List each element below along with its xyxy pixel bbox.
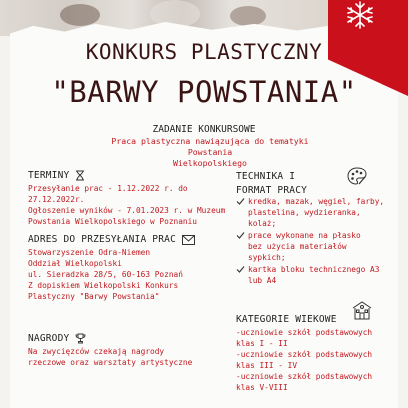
trophy-icon bbox=[75, 333, 86, 344]
technique-heading-line: FORMAT PRACY bbox=[236, 185, 308, 196]
age-line: klas III - IV bbox=[236, 361, 298, 370]
task-line: Wielkopolskiego bbox=[173, 158, 247, 168]
age-line: klas I - II bbox=[236, 339, 288, 348]
deadline-line: Powstania Wielkopolskiego w Poznaniu bbox=[28, 217, 197, 226]
address-line: ul. Sieradzka 28/5, 60-163 Poznań bbox=[28, 270, 183, 279]
contest-name: "BARWY POWSTANIA" bbox=[51, 75, 357, 109]
address-heading-text: ADRES DO PRZESYŁANIA PRAC bbox=[28, 234, 176, 245]
address-line: Stowarzyszenie Odra-Niemen bbox=[28, 248, 151, 257]
technique-item bbox=[236, 230, 396, 263]
task-heading: ZADANIE KONKURSOWE bbox=[152, 124, 256, 135]
check-icon bbox=[236, 197, 245, 206]
technique-line: prace wykonane na płasko bbox=[248, 231, 361, 240]
check-icon bbox=[236, 265, 245, 274]
age-line: -uczniowie szkół podstawowych bbox=[236, 350, 373, 359]
technique-heading-line: TECHNIKA I bbox=[236, 171, 296, 182]
envelope-icon bbox=[182, 235, 195, 245]
technique-line: bez użycia materiałów bbox=[248, 242, 347, 251]
awards-text bbox=[28, 346, 228, 368]
awards-heading bbox=[28, 333, 86, 344]
technique-heading bbox=[236, 170, 307, 198]
awards-line: rzeczowe oraz warsztaty artystyczne bbox=[28, 358, 193, 367]
deadline-line: Ogłoszenie wyników - 7.01.2023 r. w Muzeum bbox=[28, 206, 226, 215]
age-line: -uczniowie szkół podstawowych bbox=[236, 328, 373, 337]
technique-line: kredka, mazak, węgiel, farby, bbox=[248, 197, 385, 206]
age-line: -uczniowie szkół podstawowych bbox=[236, 372, 373, 381]
address-heading bbox=[28, 234, 195, 245]
address-text bbox=[28, 247, 228, 302]
awards-heading-text: NAGRODY bbox=[28, 333, 70, 344]
deadlines-text bbox=[28, 183, 238, 227]
technique-line: plastelina, wydzieranka, bbox=[248, 208, 361, 217]
deadlines-heading-text: TERMINY bbox=[28, 170, 70, 181]
task-description bbox=[110, 136, 310, 169]
task-line: Praca plastyczna nawiązująca do tematyki Powstania bbox=[111, 136, 309, 157]
technique-item bbox=[236, 264, 396, 286]
palette-icon bbox=[346, 166, 368, 186]
technique-line: sypkich; bbox=[248, 253, 286, 262]
school-icon bbox=[350, 300, 374, 320]
check-icon bbox=[236, 231, 245, 240]
age-heading: KATEGORIE WIEKOWE bbox=[236, 314, 337, 325]
snowflake-icon bbox=[340, 0, 380, 32]
contest-title: KONKURS PLASTYCZNY bbox=[85, 40, 323, 64]
age-list bbox=[236, 327, 401, 393]
age-line: klas V-VIII bbox=[236, 383, 288, 392]
technique-list bbox=[236, 196, 396, 287]
paint-smudge bbox=[230, 6, 266, 26]
hourglass-icon bbox=[75, 170, 85, 181]
address-line: Plastyczny "Barwy Powstania" bbox=[28, 292, 160, 301]
deadlines-heading bbox=[28, 170, 85, 181]
technique-line: kartka bloku technicznego A3 bbox=[248, 265, 380, 274]
technique-line: kolaż; bbox=[248, 219, 277, 228]
deadline-line: Przesyłanie prac - 1.12.2022 r. do 27.12.2022r. bbox=[28, 184, 188, 204]
address-line: Oddział Wielkopolski bbox=[28, 259, 122, 268]
paint-smudge bbox=[60, 4, 100, 26]
technique-line: lub A4 bbox=[248, 276, 277, 285]
awards-line: Na zwycięzców czekają nagrody bbox=[28, 347, 165, 356]
address-line: Z dopiskiem Wielkopolski Konkurs bbox=[28, 281, 179, 290]
technique-item bbox=[236, 196, 396, 229]
